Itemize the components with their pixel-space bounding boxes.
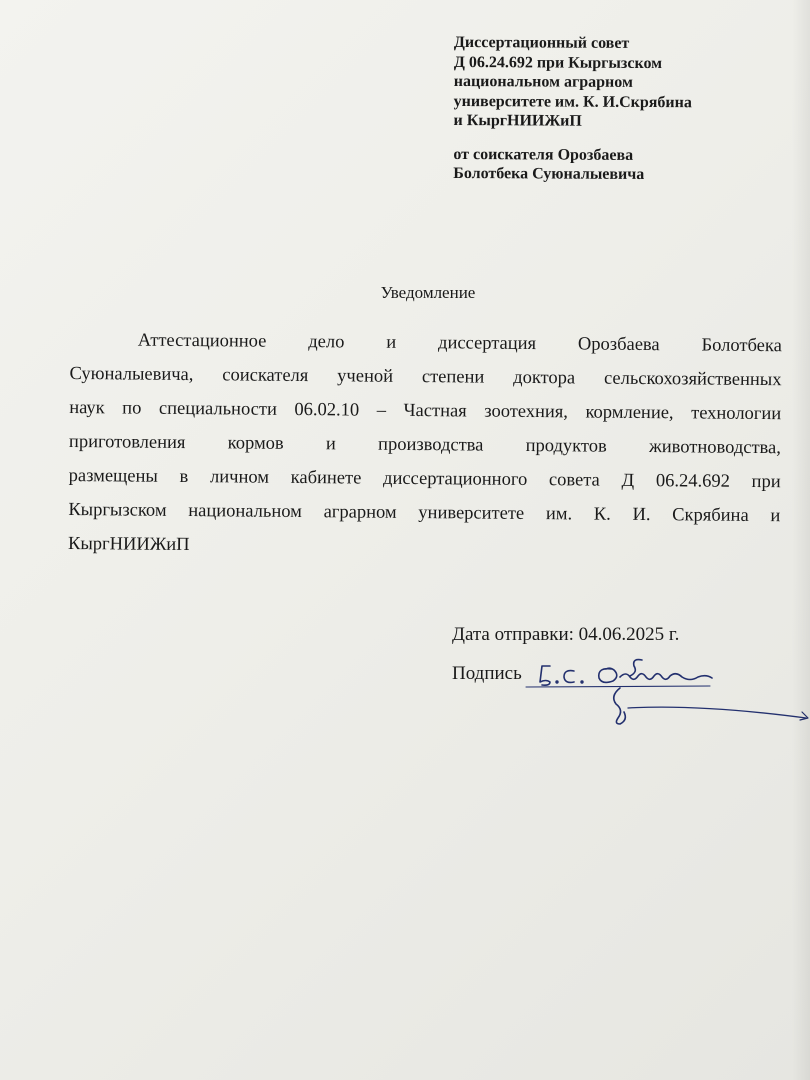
addressee-line: Диссертационный совет: [453, 33, 630, 52]
addressee-line: национальном аграрном: [453, 72, 633, 91]
addressee-line: университете им. К. И.Скрябина: [453, 92, 692, 111]
body-line: КыргНИИЖиП: [67, 533, 190, 556]
sender-block: [453, 144, 793, 185]
body-line: Суюналыевича, соискателя ученой степени доктора сельскохозяйственных: [69, 363, 782, 391]
notice-body: [68, 323, 782, 567]
body-line: размещены в личном кабинете диссертационного совета Д 06.24.692 при: [68, 465, 781, 493]
body-line: наук по специальности 06.02.10 – Частная зоотехния, кормление, технологии: [69, 397, 782, 425]
send-date: Дата отправки: 04.06.2025 г.: [452, 624, 680, 645]
addressee-block: [453, 33, 794, 185]
body-line: Кыргызском национальном аграрном университете им. К. И. Скрябина и: [68, 499, 781, 527]
sender-line: Болотбека Суюналыевича: [453, 164, 645, 183]
body-line: Аттестационное дело и диссертация Орозбаева Болотбека: [137, 330, 782, 357]
document-title: Уведомление: [380, 283, 476, 302]
handwritten-signature: [520, 652, 810, 732]
addressee-line: и КыргНИИЖиП: [453, 111, 582, 130]
sender-line: от соискателя Орозбаева: [453, 145, 634, 164]
addressee-line: Д 06.24.692 при Кыргызском: [453, 53, 663, 72]
body-line: приготовления кормов и производства продуктов животноводства,: [68, 431, 782, 459]
signature-label: Подпись: [452, 663, 522, 684]
